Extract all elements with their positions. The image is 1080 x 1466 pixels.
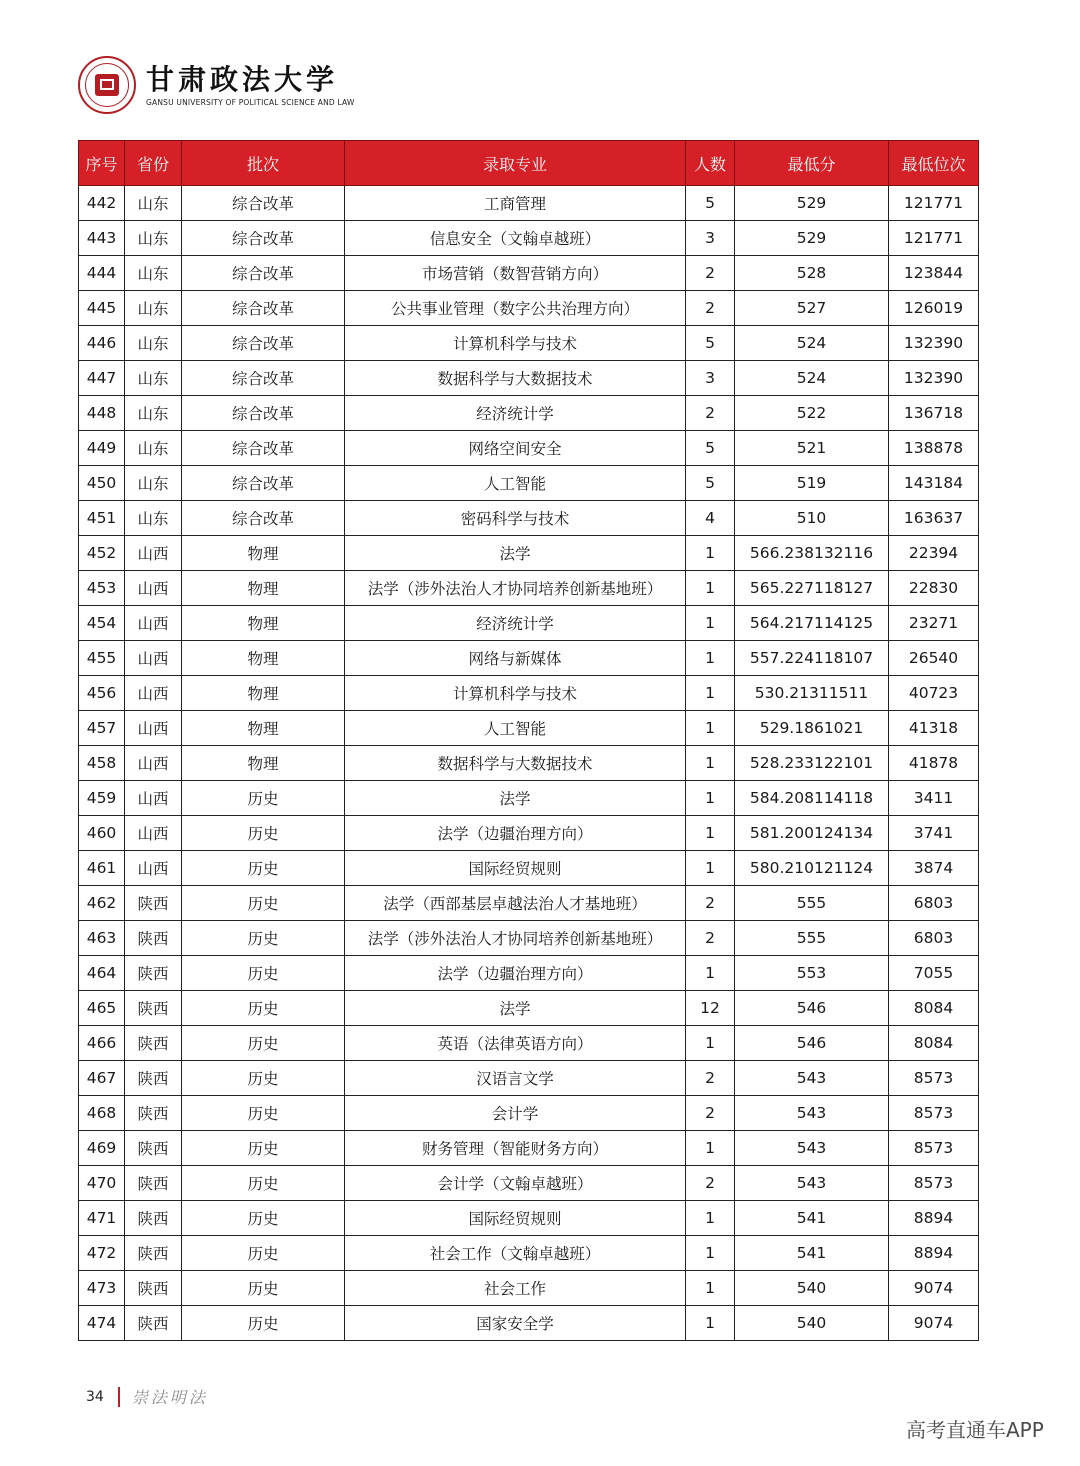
table-row [79, 1061, 979, 1096]
table-cell: 山东 [125, 221, 182, 256]
table-cell: 历史 [182, 1271, 345, 1306]
table-cell: 财务管理（智能财务方向） [345, 1131, 686, 1166]
table-cell: 581.200124134 [735, 816, 889, 851]
table-cell: 综合改革 [182, 186, 345, 221]
table-header-row [79, 141, 979, 186]
university-name-en: GANSU UNIVERSITY OF POLITICAL SCIENCE AND LAW [146, 97, 355, 107]
table-cell: 8894 [889, 1236, 979, 1271]
table-row [79, 536, 979, 571]
table-cell: 山东 [125, 431, 182, 466]
table-cell: 448 [79, 396, 125, 431]
table-cell: 461 [79, 851, 125, 886]
table-cell: 2 [686, 1096, 735, 1131]
table-row [79, 746, 979, 781]
table-row [79, 851, 979, 886]
table-cell: 444 [79, 256, 125, 291]
table-cell: 2 [686, 1166, 735, 1201]
table-cell: 473 [79, 1271, 125, 1306]
table-cell: 综合改革 [182, 396, 345, 431]
table-cell: 数据科学与大数据技术 [345, 746, 686, 781]
table-cell: 143184 [889, 466, 979, 501]
table-cell: 数据科学与大数据技术 [345, 361, 686, 396]
table-row [79, 571, 979, 606]
table-cell: 474 [79, 1306, 125, 1341]
table-cell: 历史 [182, 1166, 345, 1201]
table-cell: 人工智能 [345, 711, 686, 746]
table-cell: 历史 [182, 1131, 345, 1166]
table-cell: 454 [79, 606, 125, 641]
table-cell: 陕西 [125, 1236, 182, 1271]
table-cell: 山东 [125, 186, 182, 221]
table-cell: 541 [735, 1201, 889, 1236]
table-cell: 历史 [182, 886, 345, 921]
table-cell: 历史 [182, 851, 345, 886]
table-cell: 会计学 [345, 1096, 686, 1131]
table-cell: 山东 [125, 396, 182, 431]
table-cell: 1 [686, 1026, 735, 1061]
table-row [79, 956, 979, 991]
table-cell: 543 [735, 1166, 889, 1201]
table-cell: 6803 [889, 921, 979, 956]
table-row [79, 1271, 979, 1306]
table-cell: 1 [686, 1131, 735, 1166]
table-cell: 3741 [889, 816, 979, 851]
table-cell: 8573 [889, 1131, 979, 1166]
table-cell: 物理 [182, 711, 345, 746]
table-cell: 584.208114118 [735, 781, 889, 816]
table-cell: 460 [79, 816, 125, 851]
university-name: 甘肃政法大学 [146, 62, 339, 96]
table-cell: 综合改革 [182, 501, 345, 536]
table-cell: 陕西 [125, 956, 182, 991]
table-row [79, 816, 979, 851]
table-cell: 2 [686, 1061, 735, 1096]
table-cell: 121771 [889, 221, 979, 256]
table-cell: 1 [686, 1306, 735, 1341]
table-cell: 126019 [889, 291, 979, 326]
table-cell: 519 [735, 466, 889, 501]
table-cell: 历史 [182, 1061, 345, 1096]
table-cell: 541 [735, 1236, 889, 1271]
table-cell: 物理 [182, 746, 345, 781]
table-cell: 历史 [182, 991, 345, 1026]
table-cell: 法学（涉外法治人才协同培养创新基地班） [345, 921, 686, 956]
table-cell: 510 [735, 501, 889, 536]
table-body [79, 186, 979, 1341]
table-row [79, 186, 979, 221]
table-row [79, 676, 979, 711]
table-row [79, 256, 979, 291]
table-cell: 565.227118127 [735, 571, 889, 606]
table-row [79, 1236, 979, 1271]
table-cell: 法学 [345, 536, 686, 571]
table-cell: 471 [79, 1201, 125, 1236]
table-row [79, 1166, 979, 1201]
table-cell: 132390 [889, 326, 979, 361]
table-cell: 543 [735, 1131, 889, 1166]
table-cell: 540 [735, 1306, 889, 1341]
table-cell: 1 [686, 676, 735, 711]
table-cell: 1 [686, 1201, 735, 1236]
footer-motto: 崇法明法 [131, 1388, 208, 1407]
table-row [79, 1026, 979, 1061]
column-header: 省份 [125, 141, 182, 186]
table-cell: 山东 [125, 501, 182, 536]
table-cell: 524 [735, 326, 889, 361]
table-cell: 经济统计学 [345, 606, 686, 641]
table-cell: 136718 [889, 396, 979, 431]
table-cell: 陕西 [125, 1201, 182, 1236]
table-row [79, 221, 979, 256]
table-cell: 524 [735, 361, 889, 396]
table-cell: 山西 [125, 676, 182, 711]
table-cell: 449 [79, 431, 125, 466]
column-header: 批次 [182, 141, 345, 186]
table-cell: 26540 [889, 641, 979, 676]
table-row [79, 291, 979, 326]
table-cell: 工商管理 [345, 186, 686, 221]
university-title-block [146, 64, 355, 107]
table-cell: 9074 [889, 1306, 979, 1341]
table-cell: 物理 [182, 641, 345, 676]
table-cell: 1 [686, 536, 735, 571]
table-cell: 山东 [125, 326, 182, 361]
table-row [79, 991, 979, 1026]
table-cell: 物理 [182, 606, 345, 641]
table-cell: 历史 [182, 1306, 345, 1341]
table-cell: 456 [79, 676, 125, 711]
table-row [79, 781, 979, 816]
table-cell: 163637 [889, 501, 979, 536]
table-cell: 陕西 [125, 1271, 182, 1306]
table-row [79, 886, 979, 921]
table-cell: 462 [79, 886, 125, 921]
table-cell: 8894 [889, 1201, 979, 1236]
table-cell: 山西 [125, 711, 182, 746]
table-cell: 553 [735, 956, 889, 991]
table-cell: 历史 [182, 1026, 345, 1061]
table-cell: 物理 [182, 571, 345, 606]
table-row [79, 431, 979, 466]
table-cell: 1 [686, 711, 735, 746]
table-cell: 465 [79, 991, 125, 1026]
table-cell: 计算机科学与技术 [345, 676, 686, 711]
table-cell: 1 [686, 1236, 735, 1271]
table-cell: 历史 [182, 816, 345, 851]
column-header: 序号 [79, 141, 125, 186]
table-cell: 1 [686, 851, 735, 886]
table-cell: 历史 [182, 1236, 345, 1271]
column-header: 录取专业 [345, 141, 686, 186]
table-cell: 陕西 [125, 921, 182, 956]
table-cell: 7055 [889, 956, 979, 991]
table-cell: 物理 [182, 676, 345, 711]
table-cell: 山东 [125, 256, 182, 291]
table-cell: 计算机科学与技术 [345, 326, 686, 361]
table-cell: 法学（边疆治理方向） [345, 816, 686, 851]
table-cell: 陕西 [125, 991, 182, 1026]
table-cell: 451 [79, 501, 125, 536]
table-cell: 3411 [889, 781, 979, 816]
table-cell: 经济统计学 [345, 396, 686, 431]
table-cell: 5 [686, 466, 735, 501]
table-cell: 历史 [182, 956, 345, 991]
table-cell: 综合改革 [182, 256, 345, 291]
table-cell: 41318 [889, 711, 979, 746]
footer-divider [118, 1387, 120, 1407]
table-cell: 社会工作（文翰卓越班） [345, 1236, 686, 1271]
table-cell: 社会工作 [345, 1271, 686, 1306]
table-cell: 41878 [889, 746, 979, 781]
table-cell: 8084 [889, 991, 979, 1026]
table-cell: 528 [735, 256, 889, 291]
table-row [79, 1131, 979, 1166]
table-cell: 历史 [182, 1096, 345, 1131]
table-cell: 446 [79, 326, 125, 361]
table-cell: 452 [79, 536, 125, 571]
table-cell: 8573 [889, 1061, 979, 1096]
table-cell: 法学 [345, 991, 686, 1026]
table-cell: 529 [735, 186, 889, 221]
university-seal-icon [78, 56, 136, 114]
table-cell: 综合改革 [182, 431, 345, 466]
page-footer [86, 1385, 208, 1408]
table-cell: 564.217114125 [735, 606, 889, 641]
table-cell: 3 [686, 361, 735, 396]
table-cell: 3874 [889, 851, 979, 886]
table-cell: 山西 [125, 606, 182, 641]
table-cell: 40723 [889, 676, 979, 711]
table-cell: 历史 [182, 921, 345, 956]
table-cell: 1 [686, 781, 735, 816]
table-cell: 543 [735, 1096, 889, 1131]
table-cell: 8084 [889, 1026, 979, 1061]
table-cell: 网络空间安全 [345, 431, 686, 466]
table-cell: 国际经贸规则 [345, 851, 686, 886]
table-cell: 历史 [182, 1201, 345, 1236]
table-row [79, 921, 979, 956]
table-cell: 5 [686, 431, 735, 466]
table-cell: 公共事业管理（数字公共治理方向） [345, 291, 686, 326]
table-cell: 山东 [125, 466, 182, 501]
table-cell: 453 [79, 571, 125, 606]
table-cell: 522 [735, 396, 889, 431]
table-cell: 8573 [889, 1166, 979, 1201]
table-cell: 会计学（文翰卓越班） [345, 1166, 686, 1201]
table-cell: 山西 [125, 781, 182, 816]
table-cell: 汉语言文学 [345, 1061, 686, 1096]
table-cell: 1 [686, 641, 735, 676]
table-cell: 529.1861021 [735, 711, 889, 746]
table-cell: 123844 [889, 256, 979, 291]
table-cell: 陕西 [125, 1026, 182, 1061]
table-cell: 468 [79, 1096, 125, 1131]
table-cell: 540 [735, 1271, 889, 1306]
table-cell: 464 [79, 956, 125, 991]
table-cell: 英语（法律英语方向） [345, 1026, 686, 1061]
table-cell: 1 [686, 816, 735, 851]
table-row [79, 1306, 979, 1341]
table-cell: 1 [686, 956, 735, 991]
table-cell: 2 [686, 291, 735, 326]
table-cell: 459 [79, 781, 125, 816]
table-cell: 9074 [889, 1271, 979, 1306]
table-row [79, 1201, 979, 1236]
table-cell: 山东 [125, 361, 182, 396]
table-cell: 陕西 [125, 886, 182, 921]
table-cell: 法学 [345, 781, 686, 816]
page-number: 34 [86, 1388, 104, 1405]
table-cell: 国家安全学 [345, 1306, 686, 1341]
table-cell: 450 [79, 466, 125, 501]
table-cell: 580.210121124 [735, 851, 889, 886]
table-cell: 山西 [125, 816, 182, 851]
table-cell: 市场营销（数智营销方向） [345, 256, 686, 291]
table-cell: 555 [735, 921, 889, 956]
table-row [79, 606, 979, 641]
table-row [79, 501, 979, 536]
table-cell: 山西 [125, 746, 182, 781]
table-cell: 8573 [889, 1096, 979, 1131]
table-cell: 442 [79, 186, 125, 221]
table-cell: 3 [686, 221, 735, 256]
table-cell: 山西 [125, 571, 182, 606]
table-row [79, 396, 979, 431]
column-header: 最低分 [735, 141, 889, 186]
table-row [79, 466, 979, 501]
table-row [79, 641, 979, 676]
table-cell: 466 [79, 1026, 125, 1061]
table-cell: 法学（西部基层卓越法治人才基地班） [345, 886, 686, 921]
table-cell: 22830 [889, 571, 979, 606]
table-cell: 138878 [889, 431, 979, 466]
table-cell: 1 [686, 571, 735, 606]
table-cell: 472 [79, 1236, 125, 1271]
table-cell: 国际经贸规则 [345, 1201, 686, 1236]
seal-core [95, 74, 119, 96]
table-cell: 综合改革 [182, 361, 345, 396]
table-cell: 521 [735, 431, 889, 466]
table-cell: 132390 [889, 361, 979, 396]
table-cell: 12 [686, 991, 735, 1026]
table-cell: 2 [686, 921, 735, 956]
table-cell: 121771 [889, 186, 979, 221]
table-row [79, 361, 979, 396]
table-row [79, 1096, 979, 1131]
table-cell: 2 [686, 886, 735, 921]
table-cell: 陕西 [125, 1131, 182, 1166]
table-cell: 综合改革 [182, 326, 345, 361]
table-cell: 529 [735, 221, 889, 256]
column-header: 最低位次 [889, 141, 979, 186]
column-header: 人数 [686, 141, 735, 186]
table-cell: 2 [686, 396, 735, 431]
table-cell: 463 [79, 921, 125, 956]
table-cell: 5 [686, 186, 735, 221]
table-cell: 566.238132116 [735, 536, 889, 571]
table-cell: 综合改革 [182, 466, 345, 501]
table-cell: 458 [79, 746, 125, 781]
table-cell: 447 [79, 361, 125, 396]
table-cell: 综合改革 [182, 221, 345, 256]
table-cell: 5 [686, 326, 735, 361]
table-cell: 1 [686, 606, 735, 641]
table-cell: 陕西 [125, 1061, 182, 1096]
table-cell: 530.21311511 [735, 676, 889, 711]
table-cell: 527 [735, 291, 889, 326]
table-cell: 山西 [125, 851, 182, 886]
table-cell: 网络与新媒体 [345, 641, 686, 676]
table-cell: 信息安全（文翰卓越班） [345, 221, 686, 256]
table-cell: 469 [79, 1131, 125, 1166]
table-cell: 546 [735, 1026, 889, 1061]
table-cell: 2 [686, 256, 735, 291]
table-row [79, 711, 979, 746]
table-cell: 山西 [125, 641, 182, 676]
table-cell: 山西 [125, 536, 182, 571]
table-cell: 443 [79, 221, 125, 256]
table-cell: 4 [686, 501, 735, 536]
table-cell: 457 [79, 711, 125, 746]
table-cell: 密码科学与技术 [345, 501, 686, 536]
table-cell: 人工智能 [345, 466, 686, 501]
table-cell: 法学（边疆治理方向） [345, 956, 686, 991]
table-cell: 543 [735, 1061, 889, 1096]
table-cell: 22394 [889, 536, 979, 571]
watermark-text: 高考直通车APP [906, 1418, 1044, 1442]
table-cell: 物理 [182, 536, 345, 571]
table-cell: 455 [79, 641, 125, 676]
table-cell: 历史 [182, 781, 345, 816]
table-cell: 557.224118107 [735, 641, 889, 676]
table-cell: 470 [79, 1166, 125, 1201]
table-cell: 山东 [125, 291, 182, 326]
table-cell: 法学（涉外法治人才协同培养创新基地班） [345, 571, 686, 606]
admission-table [78, 140, 979, 1341]
table-cell: 1 [686, 1271, 735, 1306]
table-cell: 1 [686, 746, 735, 781]
table-row [79, 326, 979, 361]
table-cell: 546 [735, 991, 889, 1026]
table-cell: 陕西 [125, 1096, 182, 1131]
table-cell: 528.233122101 [735, 746, 889, 781]
table-cell: 陕西 [125, 1306, 182, 1341]
table-cell: 23271 [889, 606, 979, 641]
table-cell: 6803 [889, 886, 979, 921]
table-cell: 综合改革 [182, 291, 345, 326]
table-cell: 467 [79, 1061, 125, 1096]
table-cell: 445 [79, 291, 125, 326]
table-cell: 555 [735, 886, 889, 921]
table-cell: 陕西 [125, 1166, 182, 1201]
page-header [78, 55, 355, 115]
